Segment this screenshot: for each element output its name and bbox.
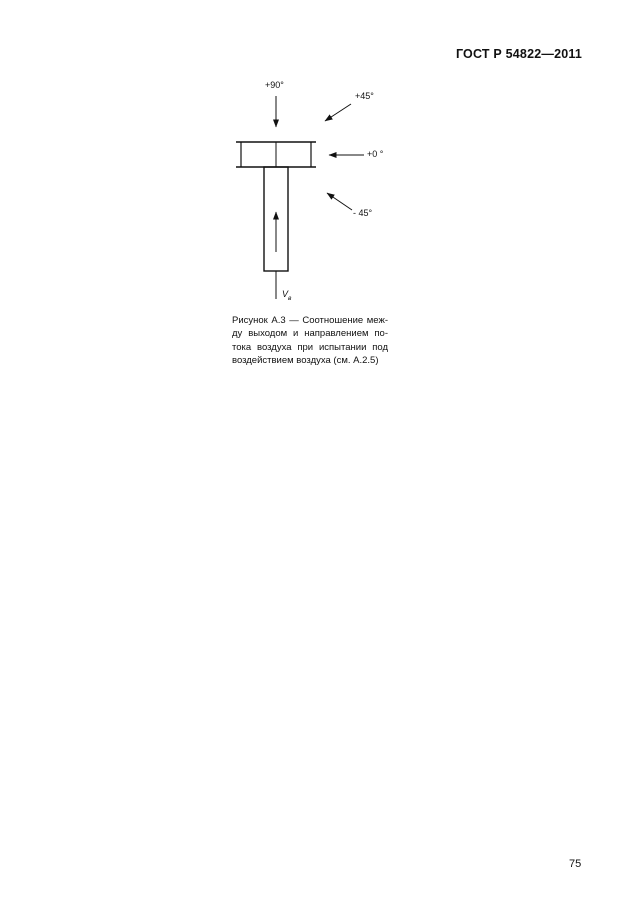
page-number: 75 (569, 858, 582, 870)
label-plus90: +90° (265, 80, 284, 90)
caption-line-3: тока воздуха при испытании под (232, 341, 388, 353)
outlet-head (236, 142, 316, 167)
caption-line-4: воздействием воздуха (см. А.2.5) (232, 354, 379, 366)
label-vb (282, 289, 291, 302)
label-vb-subscript: в (288, 294, 292, 302)
label-plus45: +45° (355, 91, 374, 101)
figure-a3 (0, 0, 630, 320)
arrow-minus45 (327, 193, 352, 210)
arrow-plus45 (325, 104, 351, 121)
label-minus45: - 45° (353, 208, 373, 218)
page-header: ГОСТ Р 54822—2011 (455, 47, 582, 61)
label-vb-symbol: V (282, 289, 289, 299)
airflow-diagram (0, 0, 630, 320)
caption-line-1: Рисунок А.3 — Соотношение меж- (232, 315, 388, 326)
label-plus0: +0 ° (367, 149, 384, 159)
caption-line-2: ду выходом и направлением по- (232, 328, 388, 340)
figure-caption (232, 314, 388, 367)
